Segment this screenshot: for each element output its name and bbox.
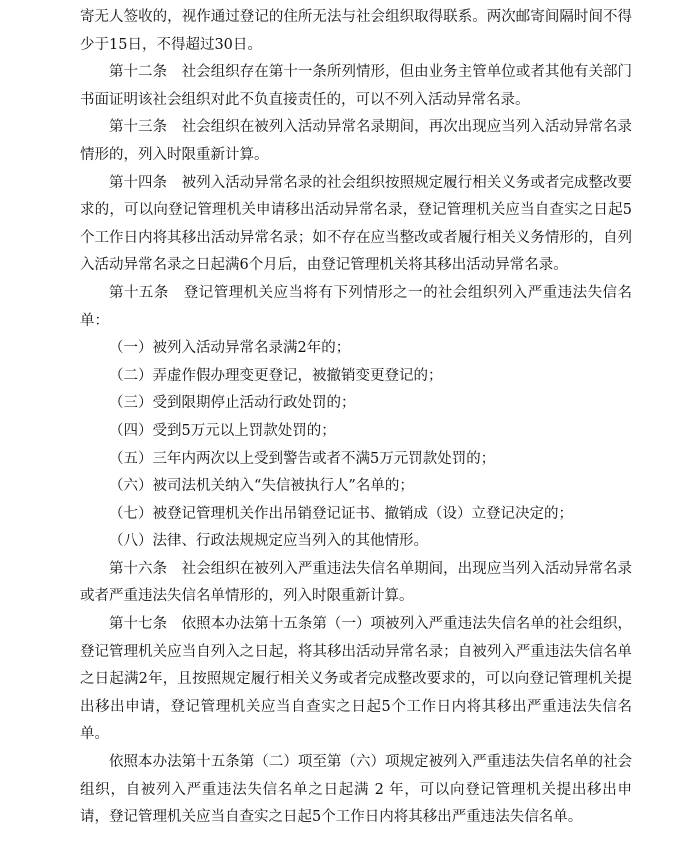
article-15-item-4: （四）受到5万元以上罚款处罚的； — [109, 422, 336, 439]
article-15-paragraph: 第十五条 登记管理机关应当将有下列情形之一的社会组织列入严重违法失信名单： — [80, 284, 632, 329]
article-17-second-paragraph: 依照本办法第十五条第（二）项至第（六）项规定被列入严重违法失信名单的社会组织，自被列入严重违法失信名单之日起满 2 年，可以向登记管理机关提出移出申请，登记管理机关应当自查实之日起5个工作日内将其移出严重违法失信名单。 — [80, 754, 632, 826]
article-15-item-8: （八）法律、行政法规规定应当列入的其他情形。 — [109, 533, 428, 550]
paragraph-continuation: 寄无人签收的，视作通过登记的住所无法与社会组织取得联系。两次邮寄间隔时间不得少于15日，不得超过30日。 — [80, 9, 632, 53]
article-12-paragraph: 第十二条 社会组织存在第十一条所列情形，但由业务主管单位或者其他有关部门书面证明该社会组织对此不负直接责任的，可以不列入活动异常名录。 — [80, 64, 632, 108]
article-16-paragraph: 第十六条 社会组织在被列入严重违法失信名单期间，出现应当列入活动异常名录或者严重违法失信名单情形的，列入时限重新计算。 — [80, 560, 632, 605]
article-15-item-1: （一）被列入活动异常名录满2年的； — [109, 340, 351, 357]
article-14-paragraph: 第十四条 被列入活动异常名录的社会组织按照规定履行相关义务或者完成整改要求的，可以向登记管理机关申请移出活动异常名录，登记管理机关应当自查实之日起5个工作日内将其移出活动异常名录；如不存在应当整改或者履行相关义务情形的，自列入活动异常名录之日起满6个月后，由登记管理机关将其移出活动异常名录。 — [80, 174, 632, 274]
article-15-item-2: （二）弄虚作假办理变更登记，被撤销变更登记的； — [109, 367, 443, 384]
article-17-paragraph: 第十七条 依照本办法第十五条第（一）项被列入严重违法失信名单的社会组织，登记管理机关应当自列入之日起，将其移出活动异常名录；自被列入严重违法失信名单之日起满2年，且按照规定履行相关义务或者完成整改要求的，可以向登记管理机关提出移出申请，登记管理机关应当自查实之日起5个工作日内将其移出严重违法失信名单。 — [80, 616, 632, 743]
article-15-item-5: （五）三年内两次以上受到警告或者不满5万元罚款处罚的； — [109, 450, 496, 467]
article-15-item-6: （六）被司法机关纳入“失信被执行人”名单的； — [109, 478, 414, 495]
article-15-item-3: （三）受到限期停止活动行政处罚的； — [109, 395, 356, 412]
article-15-item-7: （七）被登记管理机关作出吊销登记证书、撤销成（设）立登记决定的； — [109, 505, 573, 522]
article-13-paragraph: 第十三条 社会组织在被列入活动异常名录期间，再次出现应当列入活动异常名录情形的，列入时限重新计算。 — [80, 119, 632, 163]
